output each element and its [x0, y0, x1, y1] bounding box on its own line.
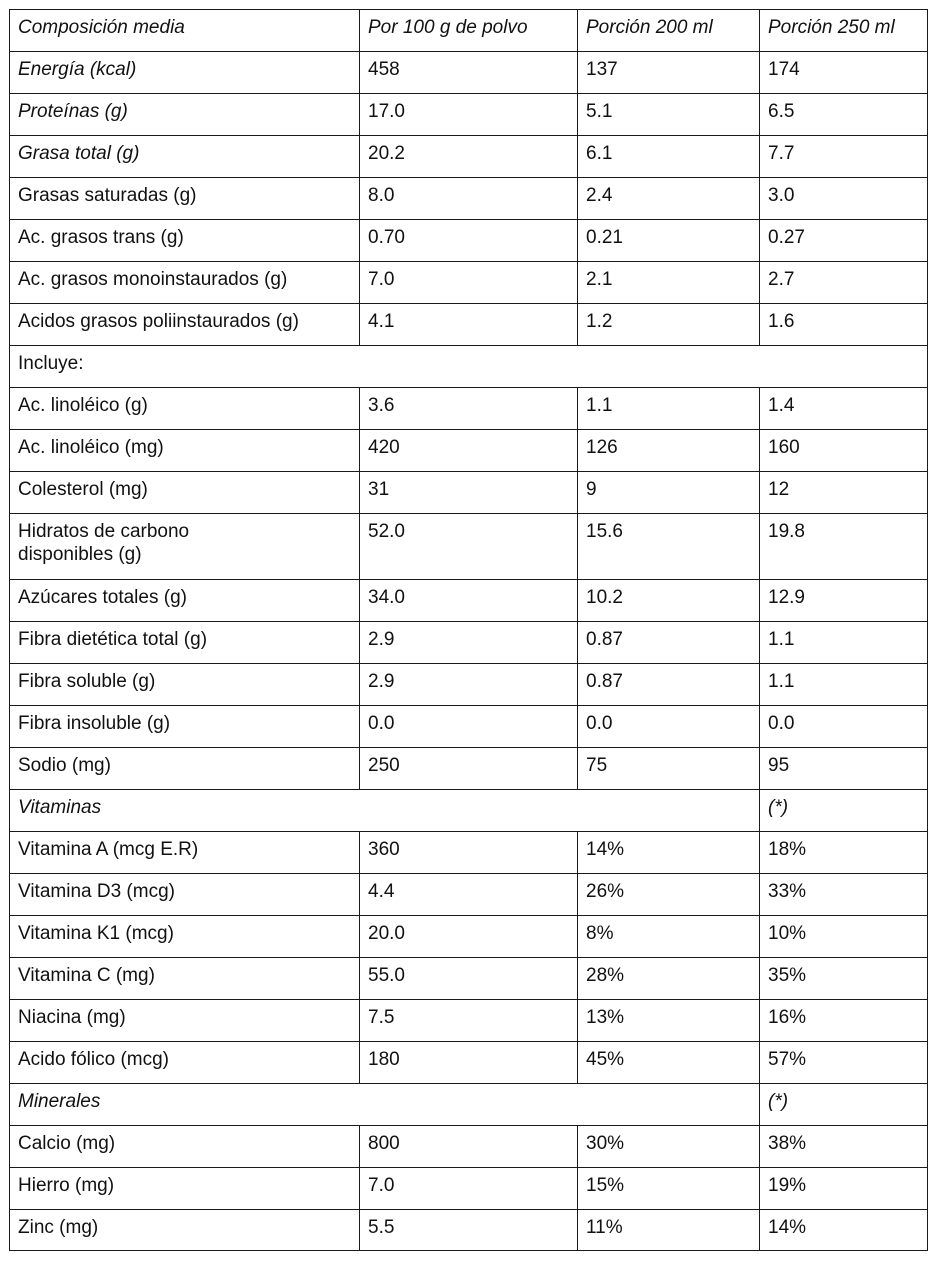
value-portion-200ml: 26% — [578, 874, 760, 916]
value-per-100g: 360 — [360, 832, 578, 874]
table-row — [10, 874, 928, 916]
value-portion-250ml: 174 — [760, 52, 928, 94]
value-portion-200ml: 0.21 — [578, 220, 760, 262]
value-portion-200ml: 2.4 — [578, 178, 760, 220]
value-portion-250ml: 35% — [760, 958, 928, 1000]
value-per-100g: 420 — [360, 430, 578, 472]
header-row — [10, 10, 928, 52]
value-portion-200ml: 1.1 — [578, 388, 760, 430]
value-per-100g: 4.1 — [360, 304, 578, 346]
row-label: Vitamina D3 (mcg) — [10, 874, 360, 916]
value-portion-200ml: 75 — [578, 748, 760, 790]
row-label: Acido fólico (mcg) — [10, 1042, 360, 1084]
header-portion-200ml: Porción 200 ml — [578, 10, 760, 52]
value-portion-250ml: 10% — [760, 916, 928, 958]
value-per-100g: 458 — [360, 52, 578, 94]
table-row — [10, 1000, 928, 1042]
value-per-100g: 8.0 — [360, 178, 578, 220]
row-label: Sodio (mg) — [10, 748, 360, 790]
value-portion-200ml: 6.1 — [578, 136, 760, 178]
value-portion-200ml: 137 — [578, 52, 760, 94]
table-row — [10, 472, 928, 514]
value-portion-250ml: 16% — [760, 1000, 928, 1042]
value-per-100g: 800 — [360, 1126, 578, 1168]
row-label: Ac. linoléico (mg) — [10, 430, 360, 472]
value-per-100g: 4.4 — [360, 874, 578, 916]
row-label: Vitamina K1 (mcg) — [10, 916, 360, 958]
section-label: Vitaminas — [10, 790, 760, 832]
nutrition-table-container — [9, 9, 928, 1251]
value-portion-200ml: 13% — [578, 1000, 760, 1042]
subheading-row — [10, 346, 928, 388]
value-portion-200ml: 11% — [578, 1210, 760, 1251]
table-row — [10, 304, 928, 346]
value-portion-250ml: 14% — [760, 1210, 928, 1251]
table-row — [10, 514, 928, 580]
value-portion-250ml: 3.0 — [760, 178, 928, 220]
row-label: Grasas saturadas (g) — [10, 178, 360, 220]
table-body — [10, 52, 928, 1251]
table-row — [10, 580, 928, 622]
value-portion-200ml: 126 — [578, 430, 760, 472]
value-per-100g: 7.0 — [360, 262, 578, 304]
row-label: Fibra soluble (g) — [10, 664, 360, 706]
table-row — [10, 664, 928, 706]
table-row — [10, 958, 928, 1000]
value-per-100g: 52.0 — [360, 514, 578, 580]
value-portion-200ml: 15% — [578, 1168, 760, 1210]
table-row — [10, 1168, 928, 1210]
value-portion-250ml: 6.5 — [760, 94, 928, 136]
value-portion-250ml: 18% — [760, 832, 928, 874]
value-portion-200ml: 0.87 — [578, 664, 760, 706]
value-portion-250ml: 2.7 — [760, 262, 928, 304]
header-per-100g: Por 100 g de polvo — [360, 10, 578, 52]
table-row — [10, 706, 928, 748]
value-portion-200ml: 1.2 — [578, 304, 760, 346]
value-per-100g: 2.9 — [360, 622, 578, 664]
table-row — [10, 52, 928, 94]
value-per-100g: 31 — [360, 472, 578, 514]
row-label: Azúcares totales (g) — [10, 580, 360, 622]
value-portion-250ml: 38% — [760, 1126, 928, 1168]
value-portion-250ml: 7.7 — [760, 136, 928, 178]
value-per-100g: 250 — [360, 748, 578, 790]
value-portion-200ml: 9 — [578, 472, 760, 514]
value-portion-250ml: 160 — [760, 430, 928, 472]
subheading-label: Incluye: — [10, 346, 928, 388]
value-per-100g: 3.6 — [360, 388, 578, 430]
value-per-100g: 55.0 — [360, 958, 578, 1000]
value-portion-250ml: 33% — [760, 874, 928, 916]
row-label: Energía (kcal) — [10, 52, 360, 94]
table-row — [10, 1042, 928, 1084]
value-portion-200ml: 0.87 — [578, 622, 760, 664]
row-label: Ac. linoléico (g) — [10, 388, 360, 430]
value-portion-250ml: 57% — [760, 1042, 928, 1084]
header-portion-250ml: Porción 250 ml — [760, 10, 928, 52]
table-row — [10, 1210, 928, 1251]
value-portion-200ml: 8% — [578, 916, 760, 958]
value-per-100g: 2.9 — [360, 664, 578, 706]
value-per-100g: 0.70 — [360, 220, 578, 262]
value-portion-250ml: 12 — [760, 472, 928, 514]
row-label: Calcio (mg) — [10, 1126, 360, 1168]
table-row — [10, 1126, 928, 1168]
value-per-100g: 34.0 — [360, 580, 578, 622]
row-label: Proteínas (g) — [10, 94, 360, 136]
value-portion-250ml: 95 — [760, 748, 928, 790]
value-portion-250ml: 1.1 — [760, 622, 928, 664]
value-per-100g: 20.0 — [360, 916, 578, 958]
row-label: Zinc (mg) — [10, 1210, 360, 1251]
value-per-100g: 20.2 — [360, 136, 578, 178]
value-portion-200ml: 15.6 — [578, 514, 760, 580]
table-row — [10, 832, 928, 874]
table-row — [10, 136, 928, 178]
row-label: Fibra dietética total (g) — [10, 622, 360, 664]
row-label: Fibra insoluble (g) — [10, 706, 360, 748]
value-portion-250ml: 12.9 — [760, 580, 928, 622]
section-row — [10, 1084, 928, 1126]
section-note: (*) — [760, 1084, 928, 1126]
table-row — [10, 178, 928, 220]
value-portion-200ml: 45% — [578, 1042, 760, 1084]
value-portion-250ml: 1.4 — [760, 388, 928, 430]
row-label: Acidos grasos poliinstaurados (g) — [10, 304, 360, 346]
row-label: Niacina (mg) — [10, 1000, 360, 1042]
row-label: Colesterol (mg) — [10, 472, 360, 514]
value-portion-200ml: 28% — [578, 958, 760, 1000]
row-label: Hidratos de carbono disponibles (g) — [10, 514, 360, 580]
value-per-100g: 17.0 — [360, 94, 578, 136]
header-composition: Composición media — [10, 10, 360, 52]
value-portion-200ml: 14% — [578, 832, 760, 874]
row-label: Hierro (mg) — [10, 1168, 360, 1210]
value-portion-200ml: 30% — [578, 1126, 760, 1168]
table-row — [10, 94, 928, 136]
table-row — [10, 622, 928, 664]
value-portion-200ml: 2.1 — [578, 262, 760, 304]
nutrition-table — [9, 9, 928, 1251]
row-label: Ac. grasos monoinstaurados (g) — [10, 262, 360, 304]
value-portion-250ml: 0.0 — [760, 706, 928, 748]
row-label: Grasa total (g) — [10, 136, 360, 178]
section-row — [10, 790, 928, 832]
row-label: Ac. grasos trans (g) — [10, 220, 360, 262]
value-portion-200ml: 0.0 — [578, 706, 760, 748]
value-portion-250ml: 0.27 — [760, 220, 928, 262]
row-label: Vitamina C (mg) — [10, 958, 360, 1000]
value-per-100g: 7.5 — [360, 1000, 578, 1042]
value-portion-200ml: 5.1 — [578, 94, 760, 136]
value-portion-250ml: 19% — [760, 1168, 928, 1210]
value-per-100g: 0.0 — [360, 706, 578, 748]
table-row — [10, 748, 928, 790]
table-row — [10, 262, 928, 304]
value-portion-250ml: 1.6 — [760, 304, 928, 346]
value-portion-250ml: 19.8 — [760, 514, 928, 580]
table-row — [10, 220, 928, 262]
value-per-100g: 5.5 — [360, 1210, 578, 1251]
value-portion-250ml: 1.1 — [760, 664, 928, 706]
value-per-100g: 7.0 — [360, 1168, 578, 1210]
table-row — [10, 430, 928, 472]
row-label: Vitamina A (mcg E.R) — [10, 832, 360, 874]
table-row — [10, 388, 928, 430]
section-label: Minerales — [10, 1084, 760, 1126]
section-note: (*) — [760, 790, 928, 832]
value-portion-200ml: 10.2 — [578, 580, 760, 622]
value-per-100g: 180 — [360, 1042, 578, 1084]
table-row — [10, 916, 928, 958]
